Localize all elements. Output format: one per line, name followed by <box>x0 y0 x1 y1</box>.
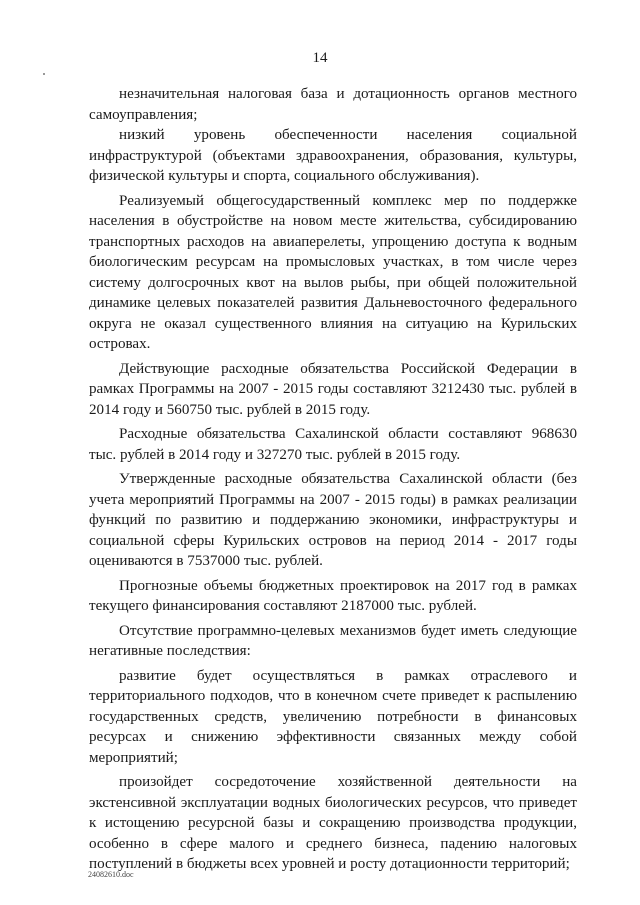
footer-filename: 24082610.doc <box>88 870 134 879</box>
paragraph-9: развитие будет осуществляться в рамках отраслевого и территориального подходов, что в конечном счете приведет к распылению государственных средств, увеличению потребности в финансовых ресурсах и снижению эффективности связанных между собой мероприятий; <box>89 667 577 766</box>
paragraph-1: незначительная налоговая база и дотационность органов местного самоуправления; <box>89 86 577 123</box>
paragraph-3: Реализуемый общегосударственный комплекс мер по поддержке населения в обустройстве на новом месте жительства, субсидированию транспортных расходов на авиаперелеты, упрощению доступа к водным биологическим ресурсам на промысловых участках, в том числе через систему долгосрочных квот на вылов рыбы, при общей положительной динамике целевых показателей развития Дальневосточного федерального округа не оказал существенного влияния на ситуацию на Курильских островах. <box>89 192 577 352</box>
paragraph-5: Расходные обязательства Сахалинской области составляют 968630 тыс. рублей в 2014 году и 327270 тыс. рублей в 2015 году. <box>89 426 577 463</box>
paragraph-10: произойдет сосредоточение хозяйственной деятельности на экстенсивной эксплуатации водных биологических ресурсов, что приведет к истощению ресурсной базы и сокращению производства продукции, особенно в сфере малого и среднего бизнеса, падению налоговых поступлений в бюджеты всех уровней и росту дотационности территорий; <box>89 774 577 872</box>
scan-speck <box>43 73 45 75</box>
paragraph-2: низкий уровень обеспеченности населения социальной инфраструктурой (объектами здравоохранения, образования, культуры, физической культуры и спорта, социального обслуживания). <box>89 127 577 184</box>
paragraph-8: Отсутствие программно-целевых механизмов будет иметь следующие негативные последствия: <box>89 622 577 659</box>
document-body <box>89 84 577 875</box>
paragraph-6: Утвержденные расходные обязательства Сахалинской области (без учета мероприятий Программы на 2007 - 2015 годы) в рамках реализации функций по развитию и поддержанию экономики, инфраструктуры и социальной сферы Курильских островов на период 2014 - 2017 годы оцениваются в 7537000 тыс. рублей. <box>89 471 577 569</box>
paragraph-7: Прогнозные объемы бюджетных проектировок на 2017 год в рамках текущего финансирования составляют 2187000 тыс. рублей. <box>89 577 577 614</box>
paragraph-4: Действующие расходные обязательства Российской Федерации в рамках Программы на 2007 - 2015 годы составляют 3212430 тыс. рублей в 2014 году и 560750 тыс. рублей в 2015 году. <box>89 360 577 418</box>
page-number: 14 <box>312 50 328 66</box>
